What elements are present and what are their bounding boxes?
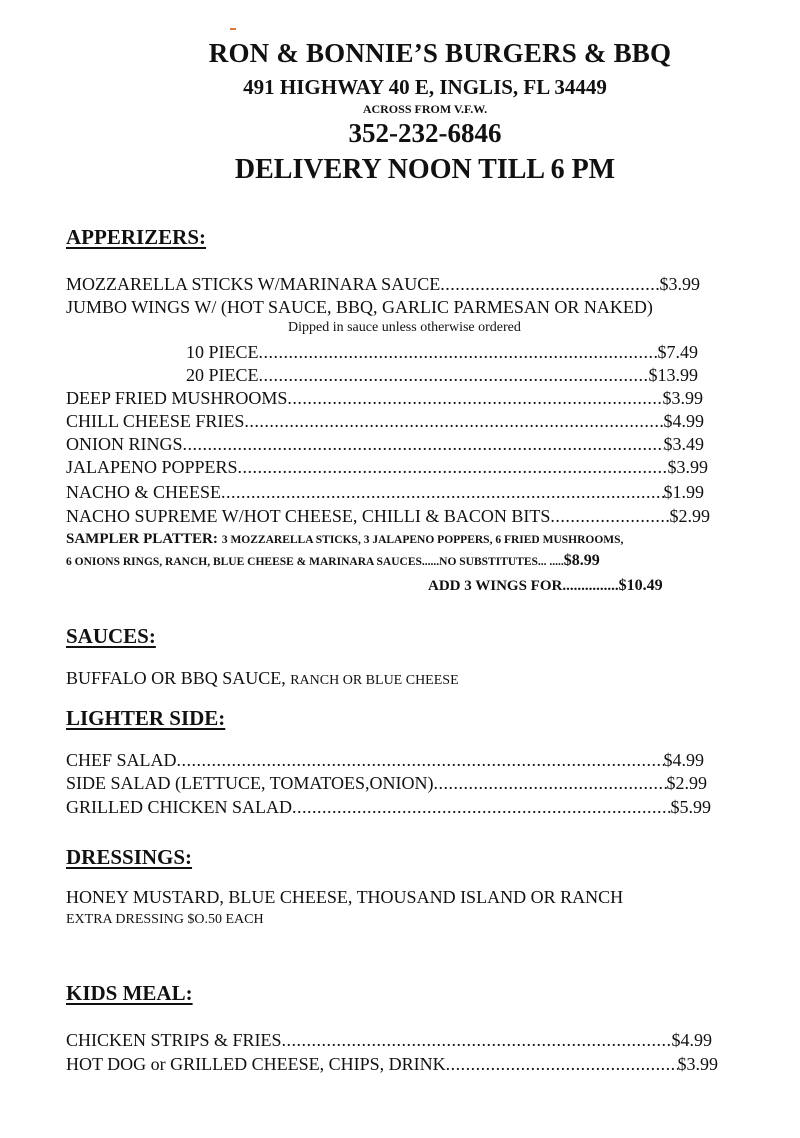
add-wings-dots: ...............: [562, 578, 619, 594]
section-heading-dressings: DRESSINGS:: [66, 845, 193, 869]
sampler-label: SAMPLER PLATTER:: [66, 531, 218, 547]
item-name: 10 PIECE: [186, 342, 259, 362]
menu-item-side-salad: [66, 772, 707, 794]
add-wings-label: ADD 3 WINGS FOR: [428, 578, 563, 594]
item-name: 20 PIECE: [186, 365, 259, 385]
landmark-note: ACROSS FROM V.F.W.: [362, 102, 488, 116]
menu-item-hot-dog: [66, 1053, 718, 1075]
menu-item-onion-rings: [66, 433, 704, 455]
delivery-hours: DELIVERY NOON TILL 6 PM: [234, 154, 616, 185]
section-heading-lighter-side: LIGHTER SIDE:: [66, 706, 226, 730]
menu-item-nacho-cheese: [66, 481, 704, 503]
item-name: GRILLED CHICKEN SALAD: [66, 797, 292, 817]
item-price: $2.99: [666, 773, 707, 793]
sampler-contents-line2: 6 ONIONS RINGS, RANCH, BLUE CHEESE & MARINARA SAUCES......NO SUBSTITUTES... .....: [66, 556, 564, 568]
menu-item-wings-10: [186, 341, 698, 363]
leader-dots: [238, 456, 668, 478]
menu-item-wings-20: [186, 364, 698, 386]
item-price: $4.99: [671, 1030, 712, 1050]
leader-dots: [259, 364, 649, 386]
leader-dots: [440, 273, 659, 295]
item-name: NACHO & CHEESE: [66, 482, 222, 502]
menu-item-chili-cheese-fries: [66, 410, 704, 432]
menu-item-sampler-platter: [66, 530, 623, 549]
leader-dots: [292, 796, 671, 818]
leader-dots: [259, 341, 658, 363]
leader-dots: [177, 749, 664, 771]
menu-item-nacho-supreme: [66, 505, 710, 527]
item-price: $4.99: [663, 750, 704, 770]
add-wings-price: $10.49: [618, 577, 663, 594]
restaurant-name: RON & BONNIE’S BURGERS & BBQ: [208, 38, 672, 68]
item-price: $5.99: [670, 797, 711, 817]
leader-dots: [183, 433, 664, 455]
item-name: SIDE SALAD (LETTUCE, TOMATOES,ONION): [66, 773, 434, 793]
leader-dots: [446, 1053, 678, 1075]
item-name: CHEF SALAD: [66, 750, 177, 770]
section-heading-kids-meal: KIDS MEAL:: [66, 981, 193, 1005]
item-price: $3.99: [662, 388, 703, 408]
leader-dots: [434, 772, 667, 794]
item-price: $3.99: [659, 274, 700, 294]
item-name: JALAPENO POPPERS: [66, 457, 238, 477]
item-price: $2.99: [669, 506, 710, 526]
section-heading-appetizers: APPERIZERS:: [66, 225, 207, 249]
menu-item-grilled-chicken-salad: [66, 796, 711, 818]
item-price: $3.99: [667, 457, 708, 477]
phone-number: 352-232-6846: [348, 118, 502, 148]
leader-dots: [221, 481, 663, 503]
item-price: $4.99: [663, 411, 704, 431]
leader-dots: [550, 505, 669, 527]
menu-item-jumbo-wings: JUMBO WINGS W/ (HOT SAUCE, BBQ, GARLIC PARMESAN OR NAKED): [66, 297, 653, 317]
menu-item-jalapeno-poppers: [66, 456, 708, 478]
item-name: NACHO SUPREME W/HOT CHEESE, CHILLI & BACON BITS: [66, 506, 551, 526]
sampler-line2: [66, 552, 600, 571]
item-name: ONION RINGS: [66, 434, 183, 454]
item-price: $13.99: [648, 365, 698, 385]
menu-item-chef-salad: [66, 749, 704, 771]
restaurant-address: 491 HIGHWAY 40 E, INGLIS, FL 34449: [243, 75, 607, 99]
wings-sauce-note: Dipped in sauce unless otherwise ordered: [288, 320, 521, 335]
item-price: $3.49: [663, 434, 704, 454]
sampler-contents-line1: 3 MOZZARELLA STICKS, 3 JALAPENO POPPERS, 6 FRIED MUSHROOMS,: [221, 534, 624, 546]
menu-item-mushrooms: [66, 387, 703, 409]
sauces-list: [66, 667, 459, 692]
item-price: $7.49: [657, 342, 698, 362]
sampler-price: $8.99: [563, 552, 600, 569]
item-name: DEEP FRIED MUSHROOMS: [66, 388, 288, 408]
leader-dots: [287, 387, 662, 409]
scan-mark: [230, 28, 236, 30]
dressings-list: HONEY MUSTARD, BLUE CHEESE, THOUSAND ISLAND OR RANCH: [66, 887, 624, 907]
leader-dots: [244, 410, 663, 432]
item-name: MOZZARELLA STICKS W/MARINARA SAUCE: [66, 274, 441, 294]
item-price: $1.99: [663, 482, 704, 502]
sampler-add-wings: [428, 576, 663, 596]
sauces-main: BUFFALO OR BBQ SAUCE,: [66, 668, 286, 688]
sauces-secondary: RANCH OR BLUE CHEESE: [290, 673, 459, 688]
item-price: $3.99: [677, 1054, 718, 1074]
menu-item-chicken-strips: [66, 1029, 712, 1051]
item-name: HOT DOG or GRILLED CHEESE, CHIPS, DRINK: [66, 1054, 446, 1074]
extra-dressing-note: EXTRA DRESSING $O.50 EACH: [66, 912, 264, 927]
item-name: CHILL CHEESE FRIES: [66, 411, 245, 431]
section-heading-sauces: SAUCES:: [66, 624, 156, 648]
leader-dots: [282, 1029, 672, 1051]
item-name: CHICKEN STRIPS & FRIES: [66, 1030, 282, 1050]
menu-item-mozzarella: [66, 273, 700, 295]
